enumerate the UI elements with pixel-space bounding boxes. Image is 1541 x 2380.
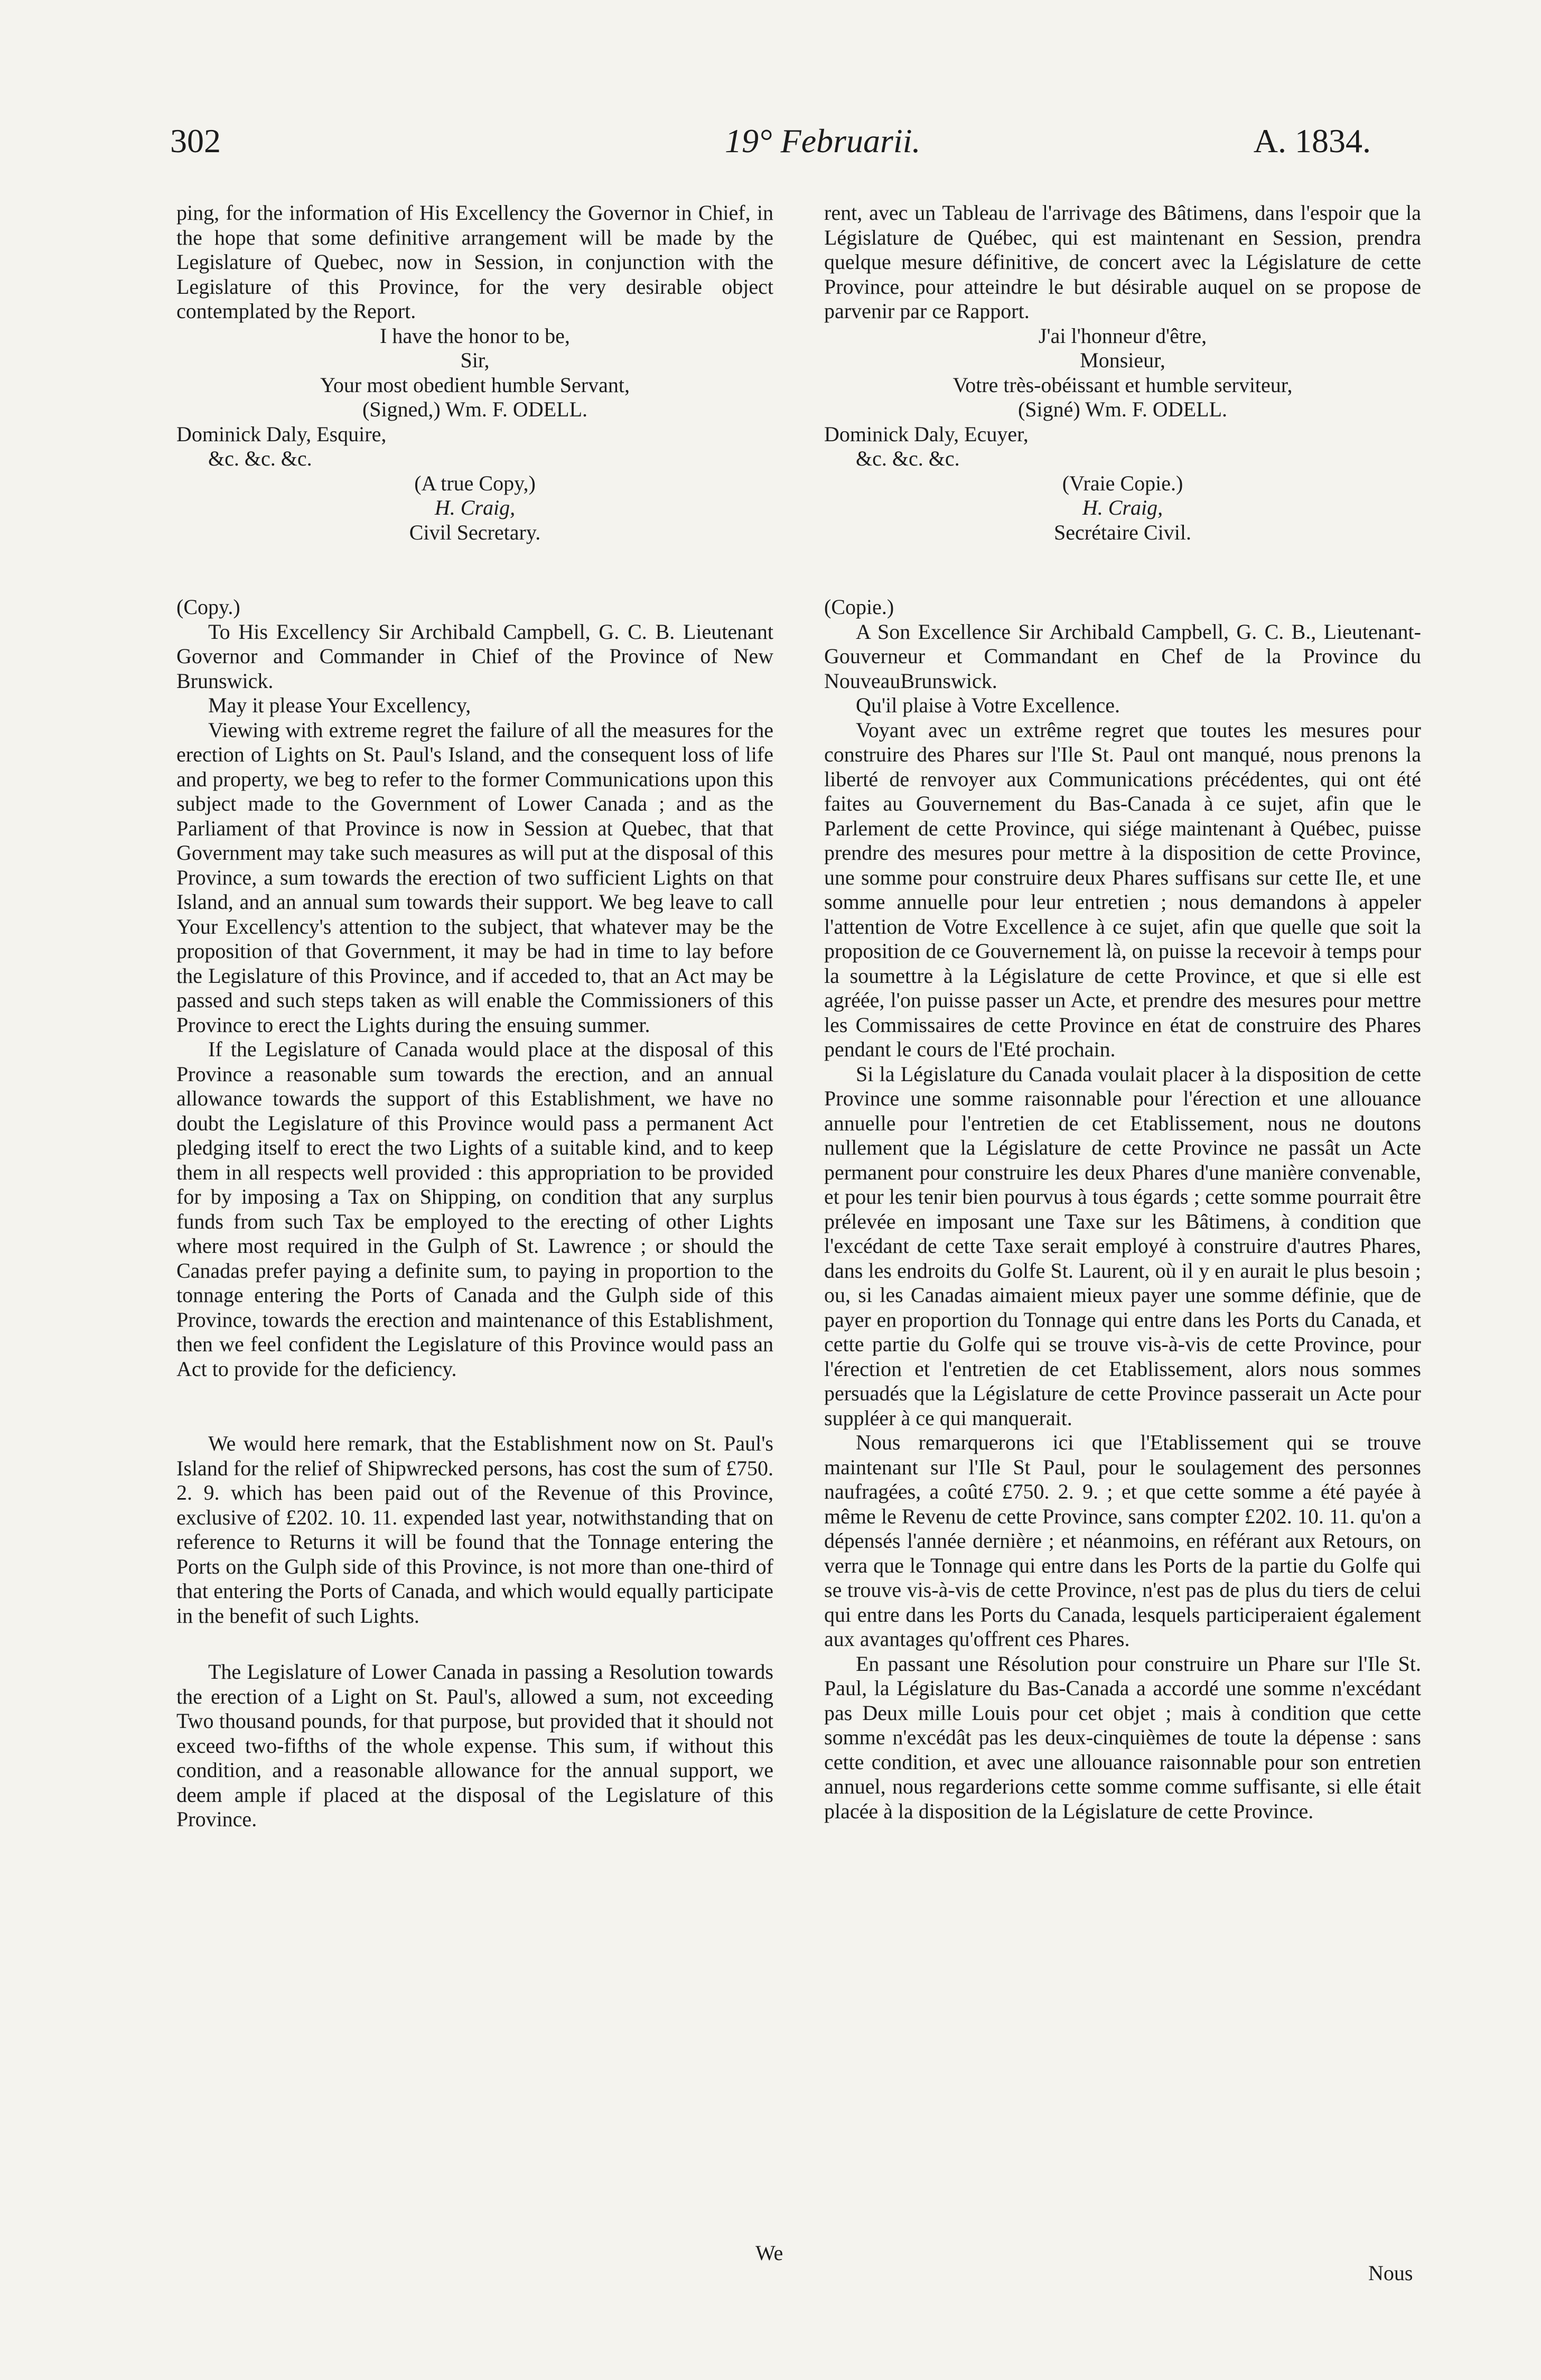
copy-label: (Copy.) (176, 595, 240, 619)
addressee: Dominick Daly, Esquire, (176, 422, 387, 446)
salutation: Monsieur, (1080, 348, 1165, 372)
civil-secretary: Secrétaire Civil. (1054, 520, 1191, 544)
true-copy-note: (Vraie Copie.) (1062, 471, 1183, 495)
paragraph-if: Si la Législature du Canada voulait placer à la disposition de cette Province une somme raisonnable pour l'érection et une allouance annuelle pour l'entretien de cet Etablissement, nous ne doutons nullement que la Législature de cette Province ne passât un Acte permanent pour construire les deux Phares d'une manière convenable, et pour les tenir bien pourvus à tous égards ; cette somme pourrait être prélevée en imposant une Taxe sur les Bâtimens, à condition que l'excédant de cette Taxe serait employé à construire d'autres Phares, dans les endroits du Golfe St. Laurent, où il y en aurait le plus besoin ; ou, si les Canadas aimaient mieux payer une somme définie, que de payer en proportion du Tonnage qui entre dans les Ports du Canada, et cette partie du Golfe qui se trouve vis-à-vis de cette Province, pour l'érection et l'entretien de cet Etablissement, alors nous sommes persuadés que la Législature de cette Province passerait un Acte pour suppléer à ce qui manquerait. (824, 1062, 1421, 1430)
closing-line: J'ai l'honneur d'être, (1038, 323, 1207, 348)
etcetera: &c. &c. &c. (856, 447, 960, 470)
closing-line: I have the honor to be, (380, 323, 570, 348)
french-column (824, 201, 1421, 1824)
craig-name: H. Craig, (1082, 496, 1163, 519)
english-column (176, 201, 773, 1832)
paragraph-viewing: Viewing with extreme regret the failure of all the measures for the erection of Lights on St. Paul's Island, and the consequent loss of life and property, we beg to refer to the former Communications upon this subject made to the Government of Lower Canada ; and as the Parliament of that Province is now in Session at Quebec, that that Government may take such measures as will put at the disposal of this Province, a sum towards the erection of two sufficient Lights on that Island, and an annual sum towards their support. We beg leave to call Your Excellency's attention to the subject, that whatever may be the proposition of that Government, it may be had in time to lay before the Legislature of this Province, and if acceded to, that an Act may be passed and such steps taken as will enable the Commissioners of this Province to erect the Lights during the ensuing summer. (176, 718, 773, 1037)
paragraph-legislature: The Legislature of Lower Canada in passing a Resolution towards the erection of a Light on St. Paul's, allowed a sum, not exceeding Two thousand pounds, for that purpose, but provided that it should not exceed two-fifths of the whole expense. This sum, if without this condition, and a reasonable allowance for the annual support, we deem ample if placed at the disposal of the Legislature of this Province. (176, 1660, 773, 1831)
craig-name: H. Craig, (434, 496, 516, 519)
recipient-line: To His Excellency Sir Archibald Campbell, G. C. B. Lieutenant Governor and Commander in Chief of the Province of New Brunswick. (176, 619, 773, 693)
civil-secretary: Civil Secretary. (409, 520, 541, 544)
copy-label: (Copie.) (824, 595, 894, 619)
salutation: Sir, (460, 348, 490, 372)
paragraph-remark: Nous remarquerons ici que l'Etablissement qui se trouve maintenant sur l'Ile St Paul, pour le soulagement des personnes naufragées, a coûté £750. 2. 9. ; et que cette somme a été payée à même le Revenu de cette Province, sans compter £202. 10. 11. qu'on a dépensés l'année dernière ; et néanmoins, en référant aux Retours, on verra que le Tonnage qui entre dans les Ports de la partie du Golfe qui se trouve vis-à-vis de cette Province, n'est pas de plus du tiers de celui qui entre dans les Ports du Canada, lesquels participeraient également aux avantages qu'offrent ces Phares. (824, 1430, 1421, 1651)
addressee: Dominick Daly, Ecuyer, (824, 422, 1029, 446)
signature: (Signed,) Wm. F. ODELL. (362, 397, 587, 421)
etcetera: &c. &c. &c. (208, 447, 312, 470)
catchword: Nous (1368, 2261, 1413, 2285)
closing-line: Votre très-obéissant et humble serviteur, (952, 373, 1293, 397)
true-copy-note: (A true Copy,) (414, 471, 536, 495)
may-please: Qu'il plaise à Votre Excellence. (856, 693, 1120, 717)
recipient-line: A Son Excellence Sir Archibald Campbell, G. C. B., Lieutenant-Gouverneur et Commandant en Chef de la Province du NouveauBrunswick. (824, 619, 1421, 693)
letter-intro: ping, for the information of His Excellency the Governor in Chief, in the hope that some definitive arrangement will be made by the Legislature of Quebec, now in Session, in conjunction with the Legislature of this Province, for the very desirable object contemplated by the Report. (176, 201, 773, 323)
paragraph-viewing: Voyant avec un extrême regret que toutes les mesures pour construire des Phares sur l'Ile St. Paul ont manqué, nous prenons la liberté de renvoyer aux Communications précédentes, qui ont été faites au Gouvernement du Bas-Canada à ce sujet, afin que le Parlement de cette Province, qui siége maintenant à Québec, puisse prendre des mesures pour mettre à la disposition de cette Province, une somme pour construire deux Phares suffisans sur cette Ile, et une somme annuelle pour leur entretien ; nous demandons à appeler l'attention de Votre Excellence à ce sujet, afin que quelle que soit la proposition de ce Gouvernement là, on puisse la recevoir à temps pour la soumettre à la Législature de cette Province, et que si elle est agréée, l'on puisse passer un Acte, et prendre des mesures pour mettre les Commissaires de cette Province en état de construire des Phares pendant le cours de l'Eté prochain. (824, 718, 1421, 1061)
paragraph-remark: We would here remark, that the Establishment now on St. Paul's Island for the relief of Shipwrecked persons, has cost the sum of £750. 2. 9. which has been paid out of the Revenue of this Province, exclusive of £202. 10. 11. expended last year, notwithstanding that on reference to Returns it will be found that the Tonnage entering the Ports on the Gulph side of this Province, is not more than one-third of that entering the Ports of Canada, and which would equally participate in the benefit of such Lights. (176, 1431, 773, 1628)
closing-line: Your most obedient humble Servant, (320, 373, 630, 397)
header-date: 19° Februarii. (725, 122, 921, 160)
catchword: We (755, 2241, 783, 2265)
page-number: 302 (170, 122, 221, 160)
paragraph-legislature: En passant une Résolution pour construire un Phare sur l'Ile St. Paul, la Législature du Bas-Canada a accordé une somme n'excédant pas Deux mille Louis pour cet objet ; mais à condition que cette somme n'excédât pas les deux-cinquièmes de toute la dépense : sans cette condition, et avec une allouance raisonnable pour son entretien annuel, nous regarderions cette somme comme suffisante, si elle était placée à la disposition de la Législature de cette Province. (824, 1651, 1421, 1823)
signature: (Signé) Wm. F. ODELL. (1017, 397, 1227, 421)
may-please: May it please Your Excellency, (208, 693, 471, 717)
paragraph-if: If the Legislature of Canada would place at the disposal of this Province a reasonable sum towards the erection, and an annual allowance towards the support of this Establishment, we have no doubt the Legislature of this Province would pass a permanent Act pledging itself to erect the two Lights of a suitable kind, and to keep them in all respects well provided : this appropriation to be provided for by imposing a Tax on Shipping, on condition that any surplus funds from such Tax be employed to the erecting of other Lights where most required in the Gulph of St. Lawrence ; or should the Canadas prefer paying a definite sum, to paying in proportion to the tonnage entering the Ports of Canada and the Gulph side of this Province, towards the erection and maintenance of this Establishment, then we feel confident the Legislature of this Province would pass an Act to provide for the deficiency. (176, 1037, 773, 1381)
header-year: A. 1834. (1253, 122, 1371, 160)
letter-intro: rent, avec un Tableau de l'arrivage des Bâtimens, dans l'espoir que la Législature de Québec, qui est maintenant en Session, prendra quelque mesure définitive, de concert avec la Législature de cette Province, pour atteindre le but désirable auquel on se propose de parvenir par ce Rapport. (824, 201, 1421, 323)
page-header (170, 122, 1371, 169)
